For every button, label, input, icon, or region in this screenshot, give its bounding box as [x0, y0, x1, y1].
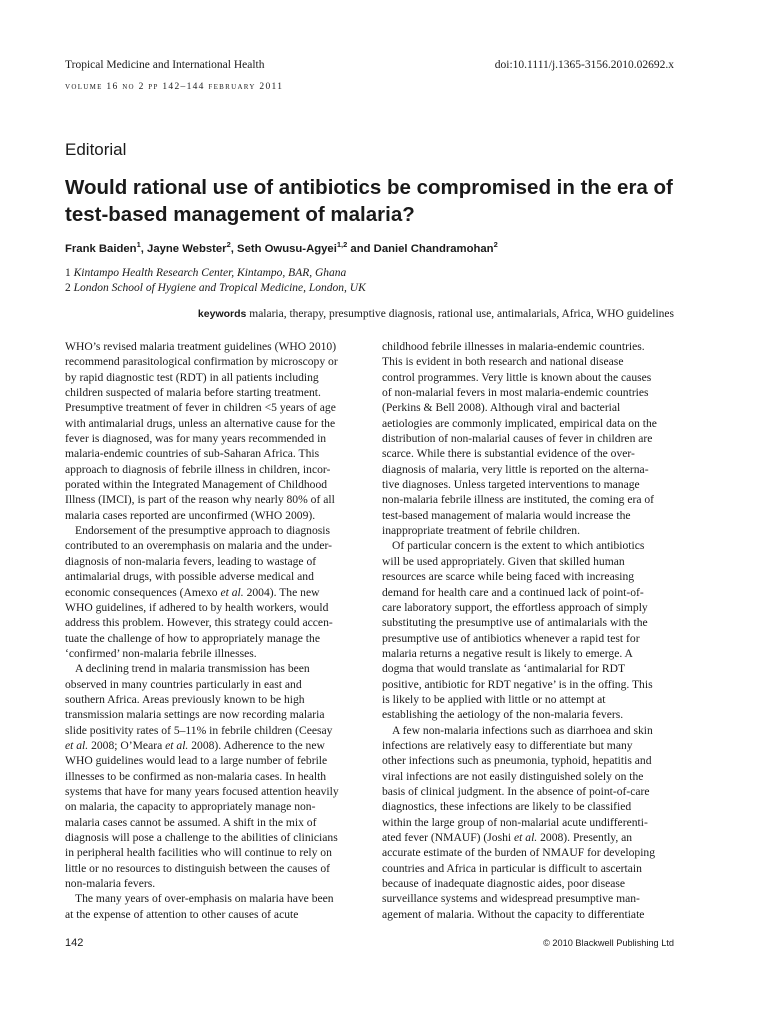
author-affiliation-mark: 2: [226, 240, 231, 249]
body-text-line: transmission malaria settings are now recording malaria: [65, 708, 325, 722]
author-name: Frank Baiden: [65, 243, 137, 255]
body-text-line: This is evident in both research and national disease: [382, 355, 624, 369]
page-number: 142: [65, 937, 84, 949]
volume-line: volume 16 no 2 pp 142–144 february 2011: [65, 82, 284, 92]
copyright: © 2010 Blackwell Publishing Ltd: [543, 938, 674, 948]
affiliation-text: Kintampo Health Research Center, Kintampo, BAR, Ghana: [73, 267, 347, 279]
body-text-line: substituting the presumptive use of antimalarials with the: [382, 616, 648, 630]
body-text-line: presumptive use of antibiotics whenever a rapid test for: [382, 631, 640, 645]
keywords-line: [198, 308, 674, 320]
body-text-line: porated within the Integrated Management of Childhood: [65, 478, 328, 492]
body-text-line: scarce. While there is substantial evidence of the over-: [382, 447, 635, 461]
body-text-line: on malaria, the capacity to appropriately manage non-: [65, 800, 316, 814]
body-text-line: because of inadequate diagnostic aides, poor disease: [382, 877, 626, 891]
body-text-line: diagnosis of malaria, very little is reported on the alterna-: [382, 462, 649, 476]
body-text-line: diagnostics, these infections are likely to be classified: [382, 800, 632, 814]
body-column-right: [382, 339, 675, 922]
body-text-line: malaria returns a negative result is likely to emerge. A: [382, 646, 633, 660]
body-text-line: surveillance systems and widespread presumptive man-: [382, 892, 640, 906]
body-text-line: approach to diagnosis of febrile illness in children, incor-: [65, 462, 331, 476]
body-text-line: in peripheral health facilities who will continue to rely on: [65, 846, 332, 860]
body-text-line: ated fever (NMAUF) (Joshi et al. 2008). Presently, an: [382, 831, 633, 844]
body-text-line: basis of clinical judgment. In the absence of point-of-care: [382, 784, 650, 798]
author-separator: ,: [140, 243, 148, 255]
body-text-line: recommend parasitological confirmation by microscopy or: [65, 355, 338, 369]
affiliation-text: London School of Hygiene and Tropical Medicine, London, UK: [73, 282, 366, 294]
author-affiliation-mark: 2: [493, 240, 498, 249]
body-text-line: diagnosis will pose a challenge to the abilities of clinicians: [65, 831, 338, 844]
body-text-line: systems that have for many years focused attention heavily: [65, 784, 339, 798]
body-text-line: care laboratory support, the effortless approach of simply: [382, 600, 648, 614]
keywords-label: keywords: [197, 308, 247, 320]
body-text-line: malaria-endemic countries of sub-Saharan Africa. This: [65, 447, 320, 461]
body-text-line: address this problem. However, this strategy could accen-: [65, 616, 333, 630]
body-text-line: antimalarial drugs, with possible adverse medical and: [65, 570, 314, 584]
body-text-line: WHO guidelines, if adhered to by health workers, would: [65, 600, 329, 614]
body-text-line: viral infections are not easily distinguished solely on the: [382, 769, 644, 783]
body-text-line: WHO’s revised malaria treatment guidelines (WHO 2010): [65, 340, 337, 353]
body-text-line: is likely to be applied with little or no attempt at: [382, 692, 606, 706]
body-text-line: demand for health care and a continued lack of point-of-: [382, 585, 644, 599]
body-text-line: countries and Africa in particular is difficult to ascertain: [382, 861, 642, 875]
body-text-line: will be used appropriately. Given that skilled human: [382, 554, 625, 568]
body-text-line: little or no resources to distinguish between the causes of: [65, 861, 330, 875]
body-text-line: aetiologies are commonly implicated, empirical data on the: [382, 416, 657, 430]
body-column-left: [65, 339, 358, 922]
body-text-line: Endorsement of the presumptive approach to diagnosis: [75, 524, 331, 538]
body-text-line: inappropriate treatment of febrile children.: [382, 524, 580, 538]
body-text-line: illnesses to be confirmed as non-malaria cases. In health: [65, 769, 327, 783]
body-text-line: malaria cases reported are unconfirmed (WHO 2009).: [65, 508, 316, 522]
body-text-line: childhood febrile illnesses in malaria-endemic countries.: [382, 340, 645, 353]
body-text-line: test-based management of malaria would increase the: [382, 508, 631, 522]
body-text-line: resources are scarce while being faced with increasing: [382, 570, 635, 584]
body-text-line: children suspected of malaria before starting treatment.: [65, 386, 321, 400]
body-text-line: other infections such as pneumonia, typhoid, hepatitis and: [382, 754, 652, 768]
body-text-line: diagnosis of non-malaria fevers, leading to wastage of: [65, 554, 317, 568]
body-text-line: tuate the challenge of how to appropriately manage the: [65, 631, 320, 645]
body-text-line: et al. 2008; O’Meara et al. 2008). Adherence to the new: [65, 738, 325, 752]
body-text-line: of non-malarial fevers in most malaria-endemic countries: [382, 386, 649, 400]
keywords-text: malaria, therapy, presumptive diagnosis, rational use, antimalarials, Africa, WHO guidelines: [249, 308, 674, 320]
author-affiliation-mark: 1: [136, 240, 141, 249]
author-name: Daniel Chandramohan: [373, 243, 494, 255]
body-text-line: fever is diagnosed, was for many years recommended in: [65, 432, 327, 446]
body-text-line: infections are relatively easy to differentiate but many: [382, 738, 633, 752]
body-text-line: (Perkins & Bell 2008). Although viral and bacterial: [382, 401, 621, 415]
body-text-line: Presumptive treatment of fever in children <5 years of age: [65, 401, 336, 415]
body-text-line: slide positivity rates of 5–11% in febrile children (Ceesay: [65, 723, 333, 737]
body-text-line: by rapid diagnostic test (RDT) in all patients including: [65, 370, 319, 384]
author-name: Seth Owusu-Agyei: [237, 243, 337, 255]
body-text-line: with antimalarial drugs, unless an alternative cause for the: [65, 416, 336, 430]
body-text-line: tive diagnoses. Unless targeted interventions to manage: [382, 478, 640, 492]
body-text-line: dogma that would translate as ‘antimalarial for RDT: [382, 662, 626, 676]
body-text-line: non-malaria febrile illness are instituted, the coming era of: [382, 493, 655, 507]
body-text-line: distribution of non-malarial causes of fever in children are: [382, 432, 653, 446]
body-text-line: WHO guidelines would lead to a large number of febrile: [65, 754, 328, 768]
author-list: [65, 240, 498, 255]
affiliation: [65, 282, 366, 294]
affiliation: [65, 267, 346, 279]
body-text-line: southern Africa. Areas previously known to be high: [65, 692, 305, 706]
body-text-line: The many years of over-emphasis on malaria have been: [75, 892, 334, 906]
body-text-line: ‘confirmed’ non-malaria febrile illnesses.: [65, 646, 257, 660]
body-text-line: accurate estimate of the burden of NMAUF for developing: [382, 846, 656, 860]
body-text-line: contributed to an overemphasis on malaria and the under-: [65, 539, 332, 553]
body-text-line: Illness (IMCI), is part of the reason why nearly 80% of all: [65, 493, 335, 507]
body-text-line: A few non-malaria infections such as diarrhoea and skin: [392, 723, 653, 737]
body-text-line: non-malaria fevers.: [65, 877, 156, 891]
author-affiliation-mark: 1,2: [336, 240, 348, 249]
author-separator: ,: [230, 243, 238, 255]
body-text-line: malaria cases cannot be assumed. A shift in the mix of: [65, 815, 317, 829]
body-text-line: Of particular concern is the extent to which antibiotics: [392, 539, 645, 553]
body-text-line: A declining trend in malaria transmission has been: [75, 662, 310, 676]
affiliation-number: 2: [65, 282, 71, 294]
body-text-line: observed in many countries particularly in east and: [65, 677, 302, 691]
section-label: Editorial: [65, 140, 127, 159]
body-text-line: economic consequences (Amexo et al. 2004). The new: [65, 585, 320, 599]
body-text-line: positive, antibiotic for RDT negative’ is in the offing. This: [382, 677, 653, 691]
body-text-line: agement of malaria. Without the capacity to differentiate: [382, 907, 645, 921]
article-title: Would rational use of antibiotics be compromised in the era of test-based management of malaria?: [65, 176, 673, 226]
journal-name: Tropical Medicine and International Health: [65, 59, 265, 71]
body-text-line: at the expense of attention to other causes of acute: [65, 907, 299, 921]
body-text-line: control programmes. Very little is known about the causes: [382, 370, 652, 384]
affiliation-number: 1: [65, 267, 71, 279]
author-name: Jayne Webster: [147, 243, 227, 255]
author-and: and: [347, 243, 374, 255]
doi[interactable]: doi:10.1111/j.1365-3156.2010.02692.x: [494, 59, 674, 71]
body-text-line: establishing the aetiology of the non-malaria fevers.: [382, 708, 624, 722]
body-text-line: within the large group of non-malarial acute undifferenti-: [382, 815, 648, 829]
